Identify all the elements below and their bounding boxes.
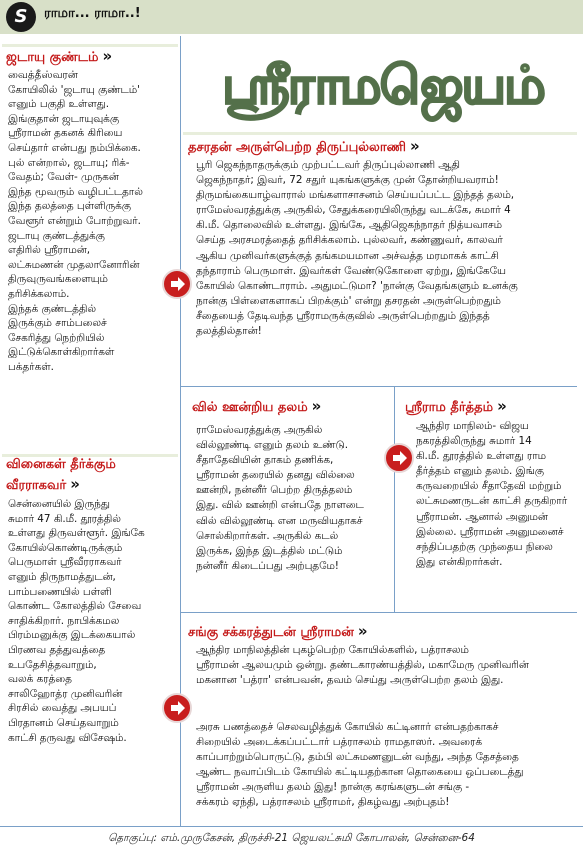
section-heading-theertham <box>405 397 507 416</box>
banner-title: ஸ்ரீராமஜெயம் <box>222 56 544 116</box>
header-title: ராமா... ராமா..! <box>44 6 141 21</box>
section-body-jatayu: வைத்தீஸ்வரன் கோயிலில் 'ஜடாயு குண்டம்' எனும் பகுதி உள்ளது. இங்குதான் ஜடாயுவுக்கு ஸ்ரீராமன் தகனக் கிரியை செய்தார் என்பது நம்பிக்கை. புல் என்றால், ஜடாயு; ரிக்- வேதம்; வேள்- முருகன் இந்த மூவரும் வழிபட்டதால் இந்த தலத்தை புள்ளிருக்கு வேளூர் என்றும் போற்றுவர். ஜடாயு குண்டத்துக்கு எதிரில் ஸ்ரீராமன், லட்சுமணன் முதலானோரின் திருவுருவங்களையும் தரிசிக்கலாம். இந்தக் குண்டத்தில் இருக்கும் சாம்பலைச் சேகரித்து நெற்றியில் இட்டுக்கொள்கிறார்கள் பக்தர்கள். <box>8 69 143 373</box>
section-body-vinaigal: சென்னையில் இருந்து சுமார் 47 கி.மீ. தூரத்தில் உள்ளது திருவள்ளூர். இங்கே கோயில்கொண்டிருக்கும் பெருமாள் ஸ்ரீவீரராகவர் எனும் திருநாமத்துடன், பாம்பணையில் பள்ளி கொண்ட கோலத்தில் சேவை சாதிக்கிறார். நாபிக்கமல பிரம்மனுக்கு இடக்கையால் பிரணவ தத்துவத்தை உபதேசித்தவாறும், வலக் கரத்தை சாலிஹோத்ர முனிவரின் சிரசில் வைத்து அபயப் பிரதானம் செய்தவாறும் காட்சி தருவது விசேஷம். <box>8 498 145 744</box>
section-body-sangu-p1: ஆந்திர மாநிலத்தின் புகழ்பெற்ற கோயில்களில், பத்ராசலம் ஸ்ரீராமன் ஆலயமும் ஒன்று. தண்டகாரண்யத்தில், மகாமேரு முனிவரின் மகனான 'பத்ரா' என்பவன், தவம் செய்து அருள்பெற்ற தலம் இது. <box>196 644 529 687</box>
heading-text: சங்கு சக்கரத்துடன் ஸ்ரீராமன் <box>188 625 354 640</box>
chevron-right-icon: » <box>70 475 80 493</box>
section-body-vil: ராமேஸ்வரத்துக்கு அருகில் வில்லூண்டி எனும் தலம் உண்டு. சீதாதேவியின் தாகம் தணிக்க, ஸ்ரீராமன் தரையில் தனது வில்லை ஊன்றி, நன்னீர் பெற்ற திருத்தலம் இது. வில் ஊன்றி என்பதே நாளடை வில் வில்லூண்டி என மருவியதாகச் சொல்கிறார்கள். அருகில் கடல் இருக்க, இந்த இடத்தில் மட்டும் நன்னீர் கிடைப்பது அற்புதமே! <box>196 424 364 572</box>
arrow-right-icon <box>384 443 414 473</box>
arrow-right-icon <box>162 693 192 723</box>
heading-text: ஸ்ரீராம தீர்த்தம் <box>405 400 494 415</box>
section-heading-vil <box>192 397 321 416</box>
section-body-thasarathan: பூரி ஜெகந்நாதருக்கும் முற்பட்டவர் திருப்புல்லாணி ஆதி ஜெகந்நாதர்; இவர், 72 சதுர் யுகங்களுக்கு முன் தோன்றியவராம்! திருமங்கையாழ்வாரால் மங்களாசாசனம் செய்யப்பட்ட இந்தத் தலம், ராமேஸ்வரத்துக்கு அருகில், சேதுக்கரையிலிருந்து வடக்கே, சுமார் 4 கி.மீ. தொலைவில் உள்ளது. இங்கே, ஆதிஜெகந்நாதர் நித்யவாசம் செய்த அரசமரத்தைத் தரிசிக்கலாம். புல்லவர், கண்ணுவர், காலவர் ஆகிய முனிவர்களுக்குத் தங்கமயமான அச்வத்த மரமாகக் காட்சி தந்தாராம் பெருமாள். இவர்கள் வேண்டுகோளை ஏற்று, இங்கேயே கோயில் கொண்டாராம். அதுமட்டுமா? 'நான்கு வேதங்களும் உனக்கு நான்கு பிள்ளைகளாகப் பிறக்கும்' என்று தசரதன் அருள்பெற்றதும் சீதையைத் தேடிவந்த ஸ்ரீராமருக்குவில் அருள்பெற்றதும் இந்தத் தலத்தில்தான்! <box>196 159 518 338</box>
row-divider-bottom <box>181 612 577 613</box>
magazine-logo-icon <box>6 2 36 32</box>
section-heading-vinaigal-line2 <box>6 475 80 494</box>
credit-line: தொகுப்பு: எம்.முருகேசன், திருச்சி-21 ஜெயலட்சுமி கோபாலன், சென்னை-64 <box>108 832 475 844</box>
arrow-right-icon <box>162 269 192 299</box>
chevron-right-icon: » <box>311 397 322 415</box>
heading-text: வில் ஊன்றிய தலம் <box>192 400 308 415</box>
column-divider-inner <box>394 386 395 612</box>
heading-text: வீரராகவர் <box>6 478 67 493</box>
heading-text: ஜடாயு குண்டம் <box>6 50 99 65</box>
section-body-theertham: ஆந்திர மாநிலம்- விஜய நகரத்திலிருந்து சுமார் 14 கி.மீ. தூரத்தில் உள்ளது ராம தீர்த்தம் எனும் தலம். இங்கு கருவறையில் சீதாதேவி மற்றும் லட்சுமணருடன் காட்சி தருகிறார் ஸ்ரீராமன். ஆனால் அனுமன் இல்லை. ஸ்ரீராமன் அனுமனைச் சந்திப்பதற்கு முந்தைய நிலை இது என்கிறார்கள். <box>416 420 568 568</box>
chevron-right-icon: » <box>102 47 113 65</box>
row-divider <box>181 386 577 387</box>
section-heading-sangu <box>188 622 368 641</box>
banner <box>194 40 572 132</box>
logo-letter: S <box>14 6 28 27</box>
chevron-right-icon: » <box>497 397 507 415</box>
chevron-right-icon: » <box>357 622 368 640</box>
footer-rule <box>0 826 583 827</box>
heading-text: தசரதன் அருள்பெற்ற திருப்புல்லாணி <box>188 140 406 155</box>
chevron-right-icon: » <box>409 137 420 155</box>
section-body-sangu-p2: அரசு பணத்தைச் செலவழித்துக் கோயில் கட்டினார் என்பதற்காகச் சிறையில் அடைக்கப்பட்டார் பத்ராசலம் ராமதாஸர். அவரைக் காப்பாற்றும்பொருட்டு, தம்பி லட்சுமணனுடன் வந்து, அந்த தேசத்தை ஆண்ட நவாப்பிடம் கோயில் கட்டியதற்கான தொகையை ஒப்படைத்து ஸ்ரீராமன் அருளிய தலம் இது! நான்கு கரங்களுடன் சங்கு - சக்கரம் ஏந்தி, பத்ராசலம் ஸ்ரீராமர், திகழ்வது அற்புதம்! <box>196 721 524 809</box>
heading-underline <box>183 132 577 135</box>
section-heading-vinaigal-line1: வினைகள் தீர்க்கும் <box>6 457 116 472</box>
section-heading-jatayu <box>6 47 112 66</box>
section-heading-thasarathan <box>188 137 420 156</box>
